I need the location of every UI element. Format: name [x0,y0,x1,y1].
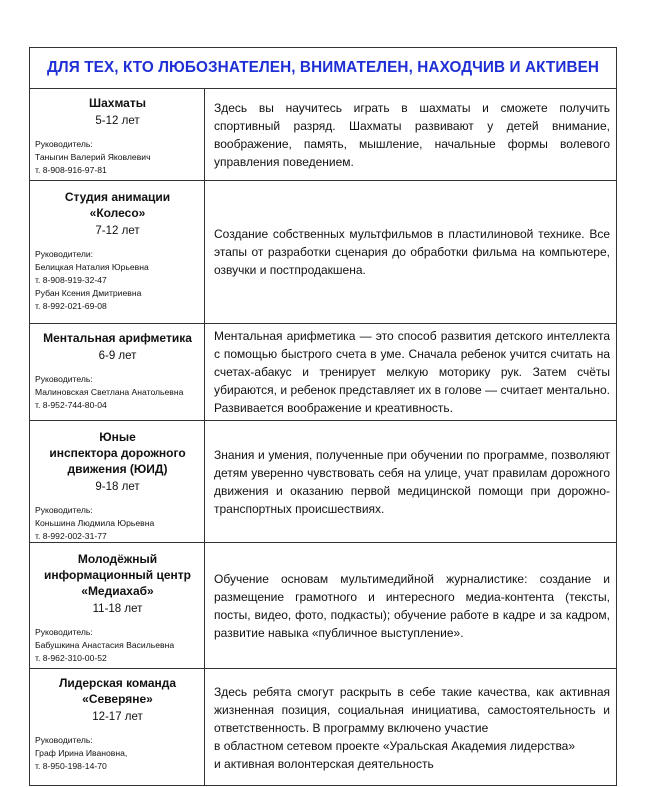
program-table [29,47,617,786]
program-description-cell [205,421,616,542]
age-range: 6-9 лет [98,350,137,362]
program-name-line: Молодёжный [77,552,158,566]
leader-name: Таныгин Валерий Яковлевич [35,152,151,162]
program-name-line: Лидерская команда [58,676,177,690]
contact-block [35,248,200,313]
contact-label: Руководитель: [35,374,93,384]
leader-phone: т. 8-908-919-32-47 [35,275,107,285]
table-row-chess [30,89,616,180]
program-info [30,669,205,786]
contact-block [35,734,200,773]
program-description-cell [205,543,616,668]
program-name-line: движения (ЮИД) [67,462,168,476]
program-info [30,89,205,180]
leader-name: Малиновская Светлана Анатольевна [35,387,184,397]
leader-phone: т. 8-992-021-69-08 [35,301,107,311]
contact-block [35,626,200,665]
age-range: 5-12 лет [95,115,140,127]
contact-label: Руководитель: [35,505,93,515]
program-description-cell [205,324,616,420]
table-row-yuid [30,420,616,542]
contact-block [35,373,200,412]
description-line: и активная волонтерская деятельность [214,756,434,771]
age-range: 7-12 лет [95,225,140,237]
program-name-line: «Колесо» [89,206,146,220]
age-range: 11-18 лет [92,603,143,615]
leader-phone: т. 8-992-002-31-77 [35,531,107,541]
leader-name: Бабушкина Анастасия Васильевна [35,640,175,650]
program-info [30,543,205,668]
age-range: 9-18 лет [95,481,140,493]
program-description [214,683,610,773]
leader-phone: т. 8-952-744-80-04 [35,400,107,410]
contact-label: Руководитель: [35,139,93,149]
program-info [30,421,205,542]
contact-block [35,504,200,543]
table-row-animation [30,180,616,323]
program-description: Здесь вы научитесь играть в шахматы и сможете получить спортивный разряд. Шахматы развивают у детей внимание, воображение, память, мышление, начальные формы волевого управления поведением. [214,100,610,169]
contact-label: Руководители: [35,249,94,259]
program-description: Знания и умения, полученные при обучении по программе, позволяют детям уверенно чувствовать себя на улице, учат правилам дорожного движения и оказанию первой медицинской помощи при дорожно-транспортных происшествиях. [214,447,610,516]
program-name-line: информационный центр [44,568,191,582]
leader-name: Белицкая Наталия Юрьевна [35,262,149,272]
description-line: в областном сетевом проекте «Уральская Академия лидерства» [214,738,576,753]
page-title: ДЛЯ ТЕХ, КТО ЛЮБОЗНАТЕЛЕН, ВНИМАТЕЛЕН, НАХОДЧИВ И АКТИВЕН [30,48,616,89]
program-name-line: Юные [99,430,136,444]
program-description: Ментальная арифметика — это способ развития детского интеллекта с помощью быстрого счета в уме. Сначала ребенок учится считать на счетах-абакус и тренирует мелкую моторику рук. Затем счёты убираются, и ребенок представляет их в голове — считает ментально. Развивается воображение и креативность. [214,329,610,415]
program-description: Обучение основам мультимедийной журналистике: создание и размещение грамотного и интересного медиа-контента (тексты, посты, видео, фото, подкасты); обучение работе в кадре и за кадром, развитие навыка «публичное выступление». [214,571,610,640]
age-range: 12-17 лет [92,711,143,723]
table-row-leaders [30,668,616,786]
program-description: Создание собственных мультфильмов в пластилиновой технике. Все этапы от разработки сценария до обработки фильма на компьютере, озвучки и постпродакшена. [214,227,610,277]
program-description-cell [205,181,616,323]
program-name: Шахматы [89,96,146,110]
table-row-mental-arithmetic [30,323,616,420]
leader-phone: т. 8-962-310-00-52 [35,653,107,663]
program-info [30,181,205,323]
leader-phone: т. 8-950-198-14-70 [35,761,107,771]
description-line: Здесь ребята смогут раскрыть в себе такие качества, как активная жизненная позиция, социальная инициатива, самостоятельность и ответственность. В программу включено участие [214,684,610,735]
program-name-line: инспектора дорожного [49,446,186,460]
program-name-line: Студия анимации [64,190,171,204]
program-description-cell [205,89,616,180]
program-name-line: «Северяне» [82,692,153,706]
program-info [30,324,205,420]
program-name: Ментальная арифметика [43,331,192,345]
leader-name: Рубан Ксения Дмитриевна [35,288,142,298]
leader-name: Коньшина Людмила Юрьевна [35,518,155,528]
leader-phone: т. 8-908-916-97-81 [35,165,107,175]
leader-name: Граф Ирина Ивановна, [35,748,128,758]
program-name-line: «Медиахаб» [81,584,154,598]
contact-label: Руководитель: [35,735,93,745]
contact-label: Руководитель: [35,627,93,637]
contact-block [35,138,200,177]
program-description-cell [205,669,616,786]
table-row-mediahub [30,542,616,668]
